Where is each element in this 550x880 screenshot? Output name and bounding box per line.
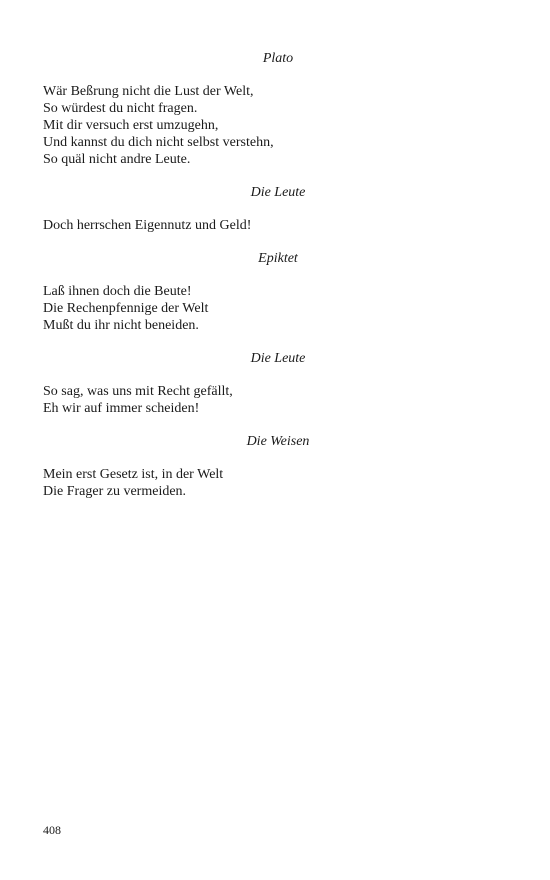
spacer	[43, 168, 483, 184]
spacer	[43, 367, 483, 383]
stanza	[43, 466, 483, 500]
verse-line: Mit dir versuch erst umzugehn,	[43, 118, 219, 133]
speaker-name: Die Weisen	[246, 434, 310, 449]
spacer	[43, 267, 483, 283]
page-number: 408	[43, 823, 61, 837]
spacer	[43, 201, 483, 217]
spacer	[43, 234, 483, 250]
speaker-name: Die Leute	[250, 185, 306, 200]
speaker-name: Die Leute	[250, 351, 306, 366]
verse-line: Mußt du ihr nicht beneiden.	[43, 318, 199, 333]
spacer	[43, 334, 483, 350]
speaker-name: Epiktet	[258, 251, 298, 266]
verse-line: Die Rechenpfennige der Welt	[43, 301, 209, 316]
stanza	[43, 217, 483, 234]
stanza	[43, 83, 483, 168]
verse-line: Die Frager zu vermeiden.	[43, 484, 187, 499]
verse-line: So quäl nicht andre Leute.	[43, 152, 191, 167]
stanza	[43, 283, 483, 334]
stanza	[43, 383, 483, 417]
speaker-name: Plato	[262, 51, 294, 66]
poem-page	[43, 50, 483, 500]
verse-line: Wär Beßrung nicht die Lust der Welt,	[43, 84, 254, 99]
spacer	[43, 450, 483, 466]
verse-line: Mein erst Gesetz ist, in der Welt	[43, 467, 224, 482]
verse-line: So würdest du nicht fragen.	[43, 101, 198, 116]
verse-line: Eh wir auf immer scheiden!	[43, 401, 200, 416]
verse-line: So sag, was uns mit Recht gefällt,	[43, 384, 233, 399]
verse-line: Doch herrschen Eigennutz und Geld!	[43, 218, 252, 233]
verse-line: Und kannst du dich nicht selbst verstehn,	[43, 135, 274, 150]
spacer	[43, 417, 483, 433]
verse-line: Laß ihnen doch die Beute!	[43, 284, 192, 299]
spacer	[43, 67, 483, 83]
